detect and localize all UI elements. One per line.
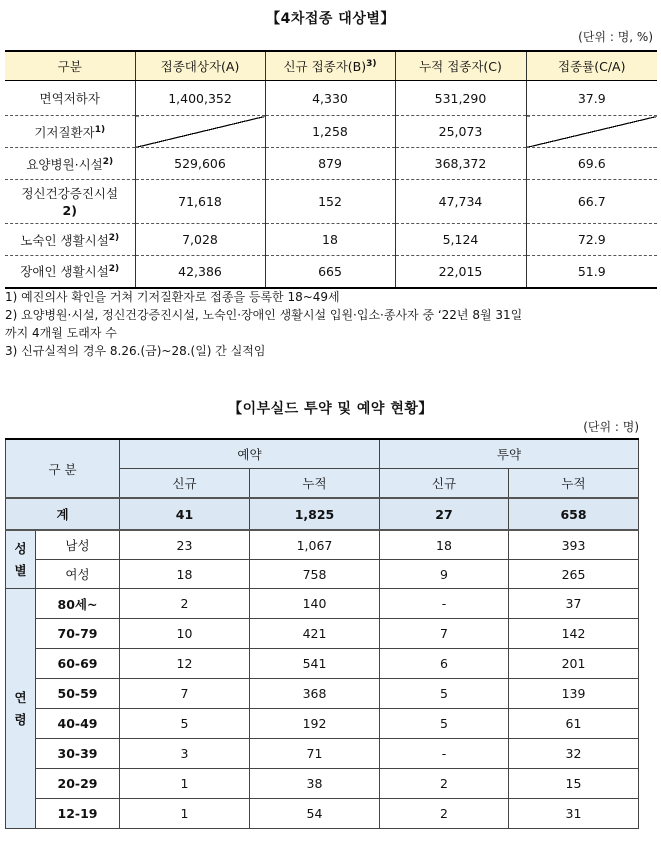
header-rate: 접종률(C/A): [526, 51, 657, 81]
cell-cumulative: 368,372: [395, 148, 526, 180]
cell-adm-cum: 393: [509, 530, 639, 560]
table1-unit: (단위 : 명, %): [578, 30, 653, 44]
cell-new: 1,258: [265, 116, 395, 148]
table2-title: 【이부실드 투약 및 예약 현황】: [228, 401, 433, 417]
cell-target: 7,028: [135, 224, 265, 256]
table-row: [6, 679, 639, 709]
table-row: [5, 256, 657, 288]
cell-rate: 72.9: [526, 224, 657, 256]
cell-rate: 66.7: [526, 180, 657, 224]
table-row: [6, 589, 639, 619]
table2-unit: (단위 : 명): [583, 420, 639, 434]
cell-res-cum: 71: [250, 739, 380, 769]
cell-res-new: 3: [120, 739, 250, 769]
table-row: [6, 769, 639, 799]
header-category: 구분: [5, 51, 135, 81]
cell-adm-new: 5: [380, 709, 509, 739]
cell-res-new: 10: [120, 619, 250, 649]
header-res-new: 신규: [120, 469, 250, 499]
table-row: [5, 180, 657, 224]
evusheld-table: [5, 438, 639, 829]
table-row: [5, 116, 657, 148]
cell-adm-cum: 31: [509, 799, 639, 829]
cell-res-new: 1: [120, 769, 250, 799]
cell-new: 152: [265, 180, 395, 224]
cell-res-new: 18: [120, 560, 250, 589]
cell-res-new: 5: [120, 709, 250, 739]
table1-footnotes: [5, 288, 657, 360]
cell-res-new: 2: [120, 589, 250, 619]
cell-target: 1,400,352: [135, 81, 265, 116]
footnote-2-cont: 까지 4개월 도래자 수: [5, 326, 117, 340]
table-row: [6, 739, 639, 769]
cell-cumulative: 5,124: [395, 224, 526, 256]
cell-rate: 37.9: [526, 81, 657, 116]
row-label: 30-39: [36, 739, 120, 769]
cell-target: 71,618: [135, 180, 265, 224]
cell-cumulative: 47,734: [395, 180, 526, 224]
cell-res-cum: 758: [250, 560, 380, 589]
cell-adm-new: 27: [380, 498, 509, 530]
cell-cumulative: 531,290: [395, 81, 526, 116]
cell-res-cum: 192: [250, 709, 380, 739]
row-label: 정신건강증진시설 2): [5, 180, 135, 224]
cell-adm-cum: 201: [509, 649, 639, 679]
table-row: [6, 649, 639, 679]
cell-res-new: 1: [120, 799, 250, 829]
cell-adm-cum: 37: [509, 589, 639, 619]
row-label: 60-69: [36, 649, 120, 679]
table-row: [6, 619, 639, 649]
cell-adm-cum: 32: [509, 739, 639, 769]
cell-new: 18: [265, 224, 395, 256]
table-row: [6, 709, 639, 739]
cell-res-new: 7: [120, 679, 250, 709]
row-label: 70-79: [36, 619, 120, 649]
cell-res-cum: 541: [250, 649, 380, 679]
cell-target: 42,386: [135, 256, 265, 288]
row-label: 기저질환자$^{1)}$: [5, 116, 135, 148]
row-label: 노숙인 생활시설$^{2)}$: [5, 224, 135, 256]
row-label: 50-59: [36, 679, 120, 709]
cell-adm-cum: 15: [509, 769, 639, 799]
cell-new: 665: [265, 256, 395, 288]
cell-adm-new: 7: [380, 619, 509, 649]
row-label: 여성: [36, 560, 120, 589]
cell-adm-cum: 265: [509, 560, 639, 589]
cell-rate-empty: [526, 116, 657, 148]
table-row: [6, 560, 639, 589]
cell-new: 4,330: [265, 81, 395, 116]
cell-res-cum: 1,825: [250, 498, 380, 530]
cell-res-cum: 421: [250, 619, 380, 649]
header-adm-cum: 누적: [509, 469, 639, 499]
header-reservation: 예약: [120, 439, 380, 469]
row-label: 요양병원·시설$^{2)}$: [5, 148, 135, 180]
footnote-2: 2) 요양병원·시설, 정신건강증진시설, 노숙인·장애인 생활시설 입원·입소·종사자 중 ‘22년 8월 31일: [5, 308, 523, 322]
header-adm-new: 신규: [380, 469, 509, 499]
cell-target: 529,606: [135, 148, 265, 180]
total-row: [6, 498, 639, 530]
cell-rate: 51.9: [577, 263, 606, 279]
header-cumulative: 누적 접종자(C): [395, 51, 526, 81]
cell-adm-new: -: [380, 589, 509, 619]
cell-res-cum: 54: [250, 799, 380, 829]
cell-adm-new: 9: [380, 560, 509, 589]
row-label: 남성: [36, 530, 120, 560]
cell-adm-new: 2: [380, 799, 509, 829]
row-label: 20-29: [36, 769, 120, 799]
total-label: 계: [6, 498, 120, 530]
header-administration: 투약: [380, 439, 639, 469]
row-label: 40-49: [36, 709, 120, 739]
cell-adm-cum: 139: [509, 679, 639, 709]
row-label: 12-19: [36, 799, 120, 829]
cell-adm-cum: 658: [509, 498, 639, 530]
cell-new: 879: [265, 148, 395, 180]
cell-res-cum: 140: [250, 589, 380, 619]
cell-cumulative: 25,073: [395, 116, 526, 148]
row-label: 장애인 생활시설$^{2)}$: [5, 256, 135, 288]
table-row: [5, 148, 657, 180]
cell-target-empty: [135, 116, 265, 148]
gender-group-label: 성 별: [6, 530, 36, 589]
table1-header-row: [5, 51, 657, 81]
row-label: 면역저하자: [5, 81, 135, 116]
footnote-1: 1) 예진의사 확인을 거쳐 기저질환자로 접종을 등록한 18~49세: [5, 290, 340, 304]
table-row: [5, 81, 657, 116]
table2-header-row-1: [6, 439, 639, 469]
cell-adm-new: -: [380, 739, 509, 769]
header-new: 신규 접종자$(B)^{3)}$: [265, 51, 395, 81]
cell-adm-new: 6: [380, 649, 509, 679]
age-group-label: 연 령: [6, 589, 36, 829]
cell-res-cum: 368: [250, 679, 380, 709]
cell-adm-new: 18: [380, 530, 509, 560]
table-row: [6, 530, 639, 560]
footnote-3: 3) 신규실적의 경우 8.26.(금)~28.(일) 간 실적임: [5, 344, 266, 358]
header-target: 접종대상자(A): [135, 51, 265, 81]
header-res-cum: 누적: [250, 469, 380, 499]
cell-res-cum: 38: [250, 769, 380, 799]
cell-adm-new: 2: [380, 769, 509, 799]
cell-res-new: 41: [120, 498, 250, 530]
cell-res-new: 12: [120, 649, 250, 679]
cell-rate: 69.6: [526, 148, 657, 180]
cell-adm-new: 5: [380, 679, 509, 709]
table-row: [6, 799, 639, 829]
table-row: [5, 224, 657, 256]
cell-res-new: 23: [120, 530, 250, 560]
cell-adm-cum: 61: [509, 709, 639, 739]
cell-res-cum: 1,067: [250, 530, 380, 560]
table1-title: 【4차접종 대상별】: [266, 11, 395, 27]
header-category: 구 분: [6, 439, 120, 498]
vaccination-by-target-table: [5, 50, 657, 289]
row-label: 80세~: [36, 589, 120, 619]
cell-adm-cum: 142: [509, 619, 639, 649]
cell-cumulative: 22,015: [395, 256, 526, 288]
